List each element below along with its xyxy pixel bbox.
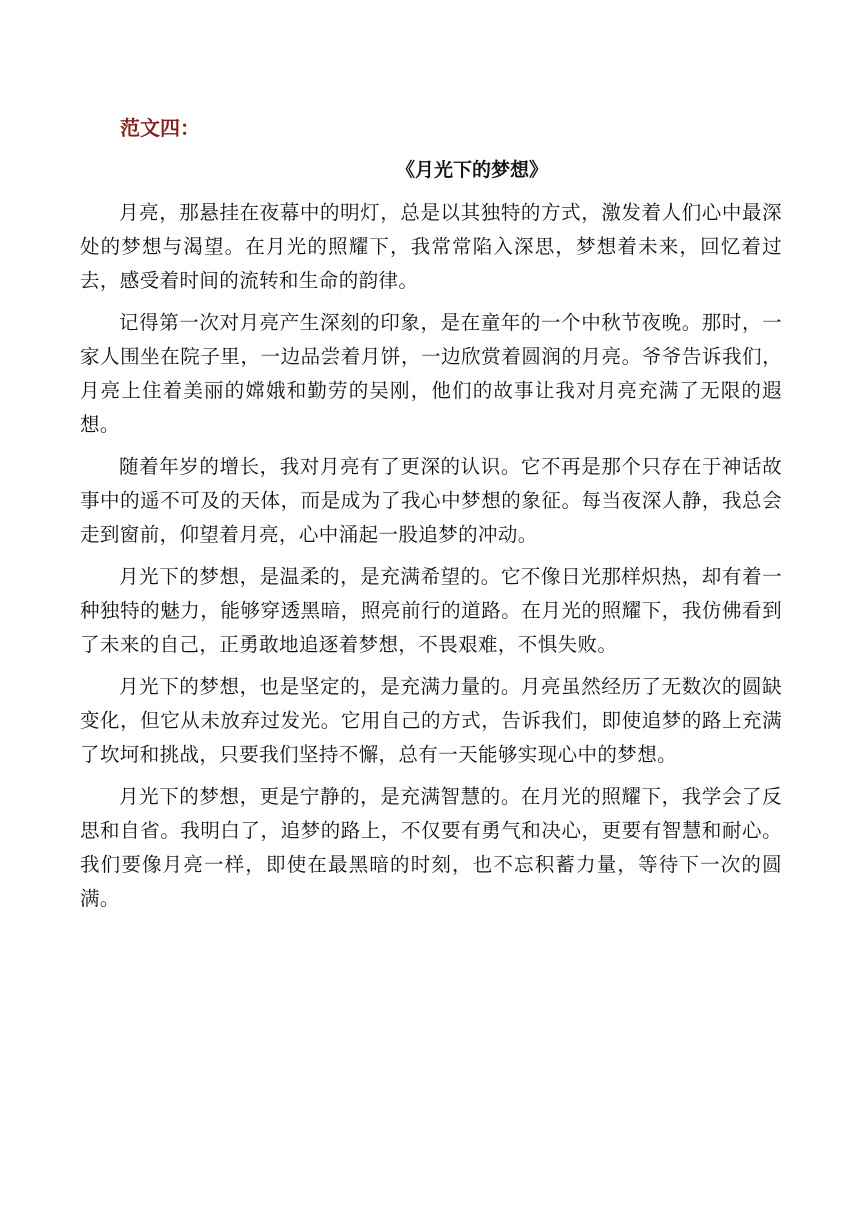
- paragraph-4: 月光下的梦想，是温柔的，是充满希望的。它不像日光那样炽热，却有着一种独特的魅力，能够穿透黑暗，照亮前行的道路。在月光的照耀下，我仿佛看到了未来的自己，正勇敢地追逐着梦想，不畏艰难，不惧失败。: [80, 565, 782, 656]
- paragraph-5: 月光下的梦想，也是坚定的，是充满力量的。月亮虽然经历了无数次的圆缺变化，但它从未放弃过发光。它用自己的方式，告诉我们，即使追梦的路上充满了坎坷和挑战，只要我们坚持不懈，总有一天能够实现心中的梦想。: [80, 675, 782, 766]
- paragraph-3: 随着年岁的增长，我对月亮有了更深的认识。它不再是那个只存在于神话故事中的遥不可及的天体，而是成为了我心中梦想的象征。每当夜深人静，我总会走到窗前，仰望着月亮，心中涌起一股追梦的冲动。: [80, 455, 782, 546]
- essay-body: [80, 196, 782, 924]
- paragraph-1: 月亮，那悬挂在夜幕中的明灯，总是以其独特的方式，激发着人们心中最深处的梦想与渴望。在月光的照耀下，我常常陷入深思，梦想着未来，回忆着过去，感受着时间的流转和生命的韵律。: [80, 201, 782, 292]
- section-label: 范文四：: [120, 116, 200, 140]
- paragraph-2: 记得第一次对月亮产生深刻的印象，是在童年的一个中秋节夜晚。那时，一家人围坐在院子里，一边品尝着月饼，一边欣赏着圆润的月亮。爷爷告诉我们，月亮上住着美丽的嫦娥和勤劳的吴刚，他们的故事让我对月亮充满了无限的遐想。: [80, 311, 782, 436]
- paragraph-6: 月光下的梦想，更是宁静的，是充满智慧的。在月光的照耀下，我学会了反思和自省。我明白了，追梦的路上，不仅要有勇气和决心，更要有智慧和耐心。我们要像月亮一样，即使在最黑暗的时刻，也不忘积蓄力量，等待下一次的圆满。: [80, 785, 782, 910]
- essay-title: 《月光下的梦想》: [395, 159, 548, 181]
